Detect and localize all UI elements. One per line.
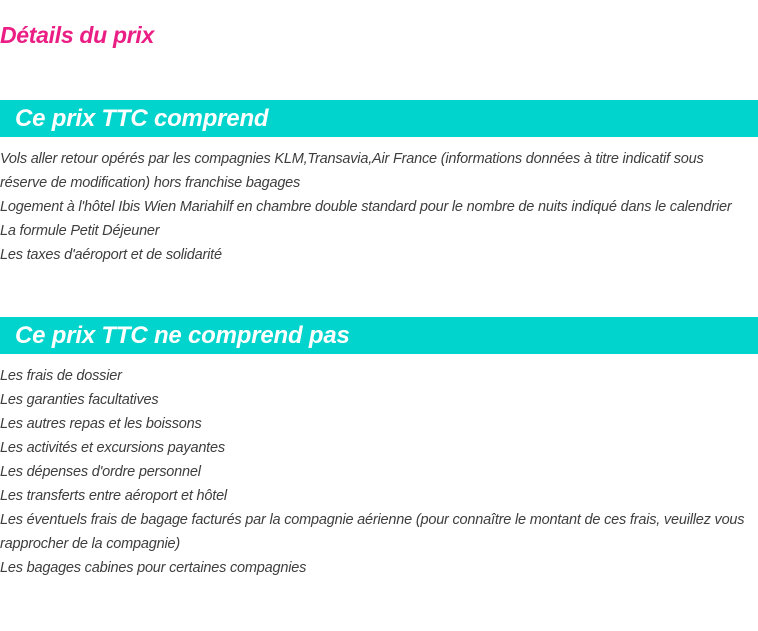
list-item: Les frais de dossier <box>0 368 122 384</box>
included-section <box>0 100 758 267</box>
excluded-list <box>0 354 758 580</box>
list-item: Logement à l'hôtel Ibis Wien Mariahilf en chambre double standard pour le nombre de nuits indiqué dans le calendrier <box>0 199 732 215</box>
page-title: Détails du prix <box>0 22 154 48</box>
list-item: Les activités et excursions payantes <box>0 440 225 456</box>
list-item: Vols aller retour opérés par les compagnies KLM,Transavia,Air France (informations données à titre indicatif sous réserve de modification) hors franchise bagages <box>0 151 704 191</box>
included-heading: Ce prix TTC comprend <box>0 100 758 137</box>
list-item: Les taxes d'aéroport et de solidarité <box>0 247 222 263</box>
excluded-heading: Ce prix TTC ne comprend pas <box>0 317 758 354</box>
list-item: La formule Petit Déjeuner <box>0 223 160 239</box>
list-item: Les autres repas et les boissons <box>0 416 202 432</box>
list-item: Les transferts entre aéroport et hôtel <box>0 488 227 504</box>
list-item: Les dépenses d'ordre personnel <box>0 464 201 480</box>
list-item: Les bagages cabines pour certaines compagnies <box>0 560 307 576</box>
included-list <box>0 137 758 267</box>
list-item: Les garanties facultatives <box>0 392 159 408</box>
excluded-section <box>0 317 758 580</box>
list-item: Les éventuels frais de bagage facturés par la compagnie aérienne (pour connaître le montant de ces frais, veuillez vous rapprocher de la compagnie) <box>0 512 745 552</box>
